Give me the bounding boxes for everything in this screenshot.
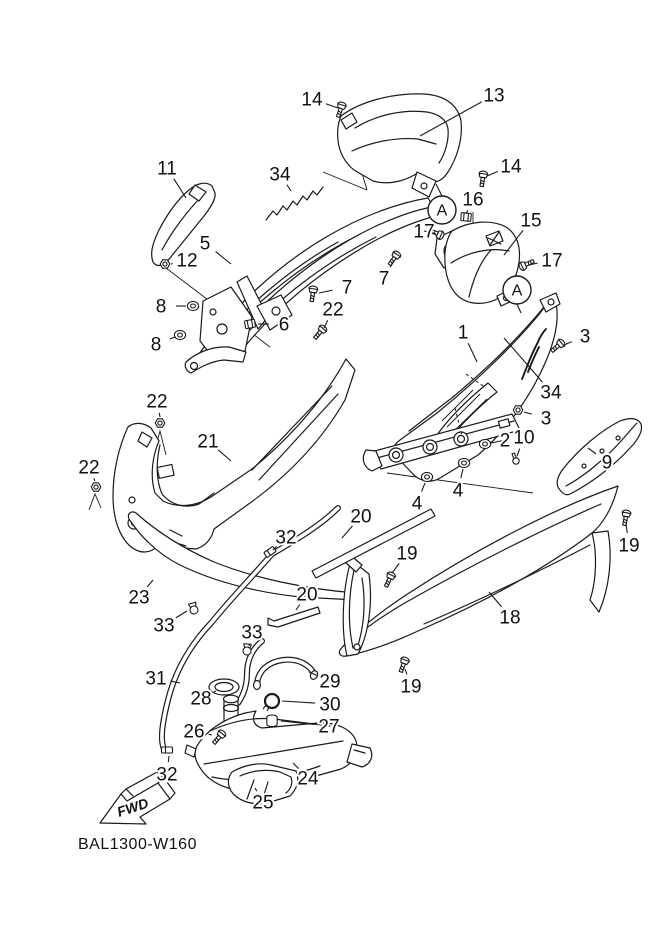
fastener-fitting-icon (162, 747, 173, 753)
part-34-damper-strip (266, 187, 323, 220)
fastener-clip-icon (244, 319, 255, 329)
callout-label-19: 19 (618, 535, 640, 557)
callout-label-22: 22 (322, 299, 344, 321)
fastener-nut-icon (155, 419, 165, 427)
callout-leader-line (94, 478, 95, 481)
callout-leader-line (170, 337, 175, 339)
callout-label-4: 4 (452, 480, 464, 502)
fastener-grommet-icon (458, 458, 469, 467)
callout-label-7: 7 (341, 277, 353, 299)
callout-leader-line (174, 179, 186, 198)
callout-leader-line (468, 343, 477, 362)
callout-leader-line (159, 413, 160, 417)
callout-label-34: 34 (269, 164, 291, 186)
callout-leader-line (392, 563, 399, 573)
callout-leader-line (487, 172, 498, 176)
callout-label-11: 11 (157, 158, 177, 180)
reference-leader-line (436, 184, 442, 196)
reference-letter-a (503, 276, 531, 313)
part-18-lower-cover (339, 486, 618, 656)
callout-label-17: 17 (541, 250, 563, 272)
callout-leader-line (405, 669, 407, 674)
callout-label-8: 8 (155, 296, 167, 318)
callout-label-3: 3 (540, 408, 552, 430)
callout-label-14: 14 (301, 89, 323, 111)
callout-label-3: 3 (579, 326, 591, 348)
callout-label-2: 2 (499, 430, 511, 452)
fastener-cap-icon (267, 715, 277, 727)
callout-leader-line (168, 756, 169, 762)
reference-letter-text: A (436, 202, 448, 220)
callout-label-1: 1 (457, 322, 469, 344)
callout-label-31: 31 (145, 668, 167, 690)
callout-leader-line (282, 701, 315, 703)
callout-leader-line (517, 449, 520, 456)
callout-leader-line (216, 252, 231, 264)
fastener-grommet-icon (479, 439, 490, 448)
callout-label-33: 33 (241, 622, 263, 644)
callout-label-34: 34 (540, 382, 562, 404)
callout-label-32: 32 (275, 527, 297, 549)
fastener-screw-icon (397, 656, 410, 673)
fastener-nut-icon (91, 483, 101, 491)
fastener-nut-icon (513, 406, 523, 414)
callout-leader-line (626, 524, 627, 533)
fastener-clamp-icon (243, 644, 252, 656)
callout-label-14: 14 (500, 156, 522, 178)
part-5-front-panel (185, 198, 443, 373)
callout-label-19: 19 (396, 543, 418, 565)
callouts-layer (78, 86, 639, 814)
callout-leader-line (524, 412, 532, 414)
callout-label-18: 18 (499, 607, 521, 629)
callout-label-32: 32 (156, 764, 178, 786)
callout-label-30: 30 (319, 694, 341, 716)
fastener-screw-icon (312, 324, 328, 341)
callout-label-4: 4 (411, 493, 423, 515)
callout-label-22: 22 (146, 391, 168, 413)
callout-label-16: 16 (462, 189, 484, 211)
part-1-side-cover (363, 293, 560, 481)
fastener-screw-icon (307, 286, 318, 302)
callout-leader-line (461, 469, 463, 478)
callout-leader-line (319, 290, 333, 293)
part-29-hose (254, 660, 319, 690)
callout-label-21: 21 (197, 431, 219, 453)
callout-leader-line (422, 483, 425, 492)
callout-label-28: 28 (190, 688, 212, 710)
callout-label-23: 23 (128, 587, 150, 609)
fastener-clamp-icon (188, 602, 199, 615)
reference-leader-line (517, 304, 521, 313)
callout-label-19: 19 (400, 676, 422, 698)
part-28-cap (209, 679, 239, 695)
callout-label-25: 25 (252, 792, 274, 814)
callout-label-24: 24 (297, 768, 319, 790)
fastener-nut-icon (160, 260, 170, 268)
callout-label-26: 26 (183, 721, 205, 743)
callout-leader-line (147, 580, 153, 587)
fastener-grommet-icon (174, 330, 185, 339)
reference-letter-text: A (511, 282, 523, 300)
fastener-screw-icon (386, 250, 402, 268)
callout-label-12: 12 (176, 250, 198, 272)
fastener-ring-icon (263, 694, 279, 711)
callout-label-15: 15 (520, 210, 542, 232)
callout-leader-line (208, 734, 212, 735)
callout-label-29: 29 (319, 671, 341, 693)
callout-label-6: 6 (278, 314, 290, 336)
fastener-screw-icon (382, 571, 396, 589)
callout-label-27: 27 (318, 716, 340, 738)
callout-leader-line (176, 611, 187, 618)
part-13-top-cover (338, 94, 462, 197)
callout-label-20: 20 (350, 506, 372, 528)
fastener-screw-icon (620, 509, 631, 526)
part-code: BAL1300-W160 (78, 836, 197, 853)
callout-label-17: 17 (413, 221, 435, 243)
callout-label-22: 22 (78, 457, 100, 479)
callout-label-9: 9 (601, 452, 613, 474)
fastener-bolt-icon (510, 452, 520, 465)
fwd-label: FWD (114, 794, 151, 820)
fastener-grommet-icon (421, 472, 432, 481)
callout-leader-line (287, 185, 291, 191)
callout-label-13: 13 (483, 85, 505, 107)
callout-label-7: 7 (378, 268, 390, 290)
fastener-screw-icon (477, 171, 488, 187)
callout-label-8: 8 (150, 334, 162, 356)
callout-label-10: 10 (513, 427, 535, 449)
callout-label-20: 20 (296, 584, 318, 606)
fastener-grommet-icon (187, 301, 198, 310)
callout-label-33: 33 (153, 615, 175, 637)
callout-label-5: 5 (199, 233, 211, 255)
callout-leader-line (342, 526, 352, 538)
callout-leader-line (218, 450, 231, 461)
callout-leader-line (326, 104, 338, 108)
part-9-rear-side-panel (557, 419, 641, 495)
